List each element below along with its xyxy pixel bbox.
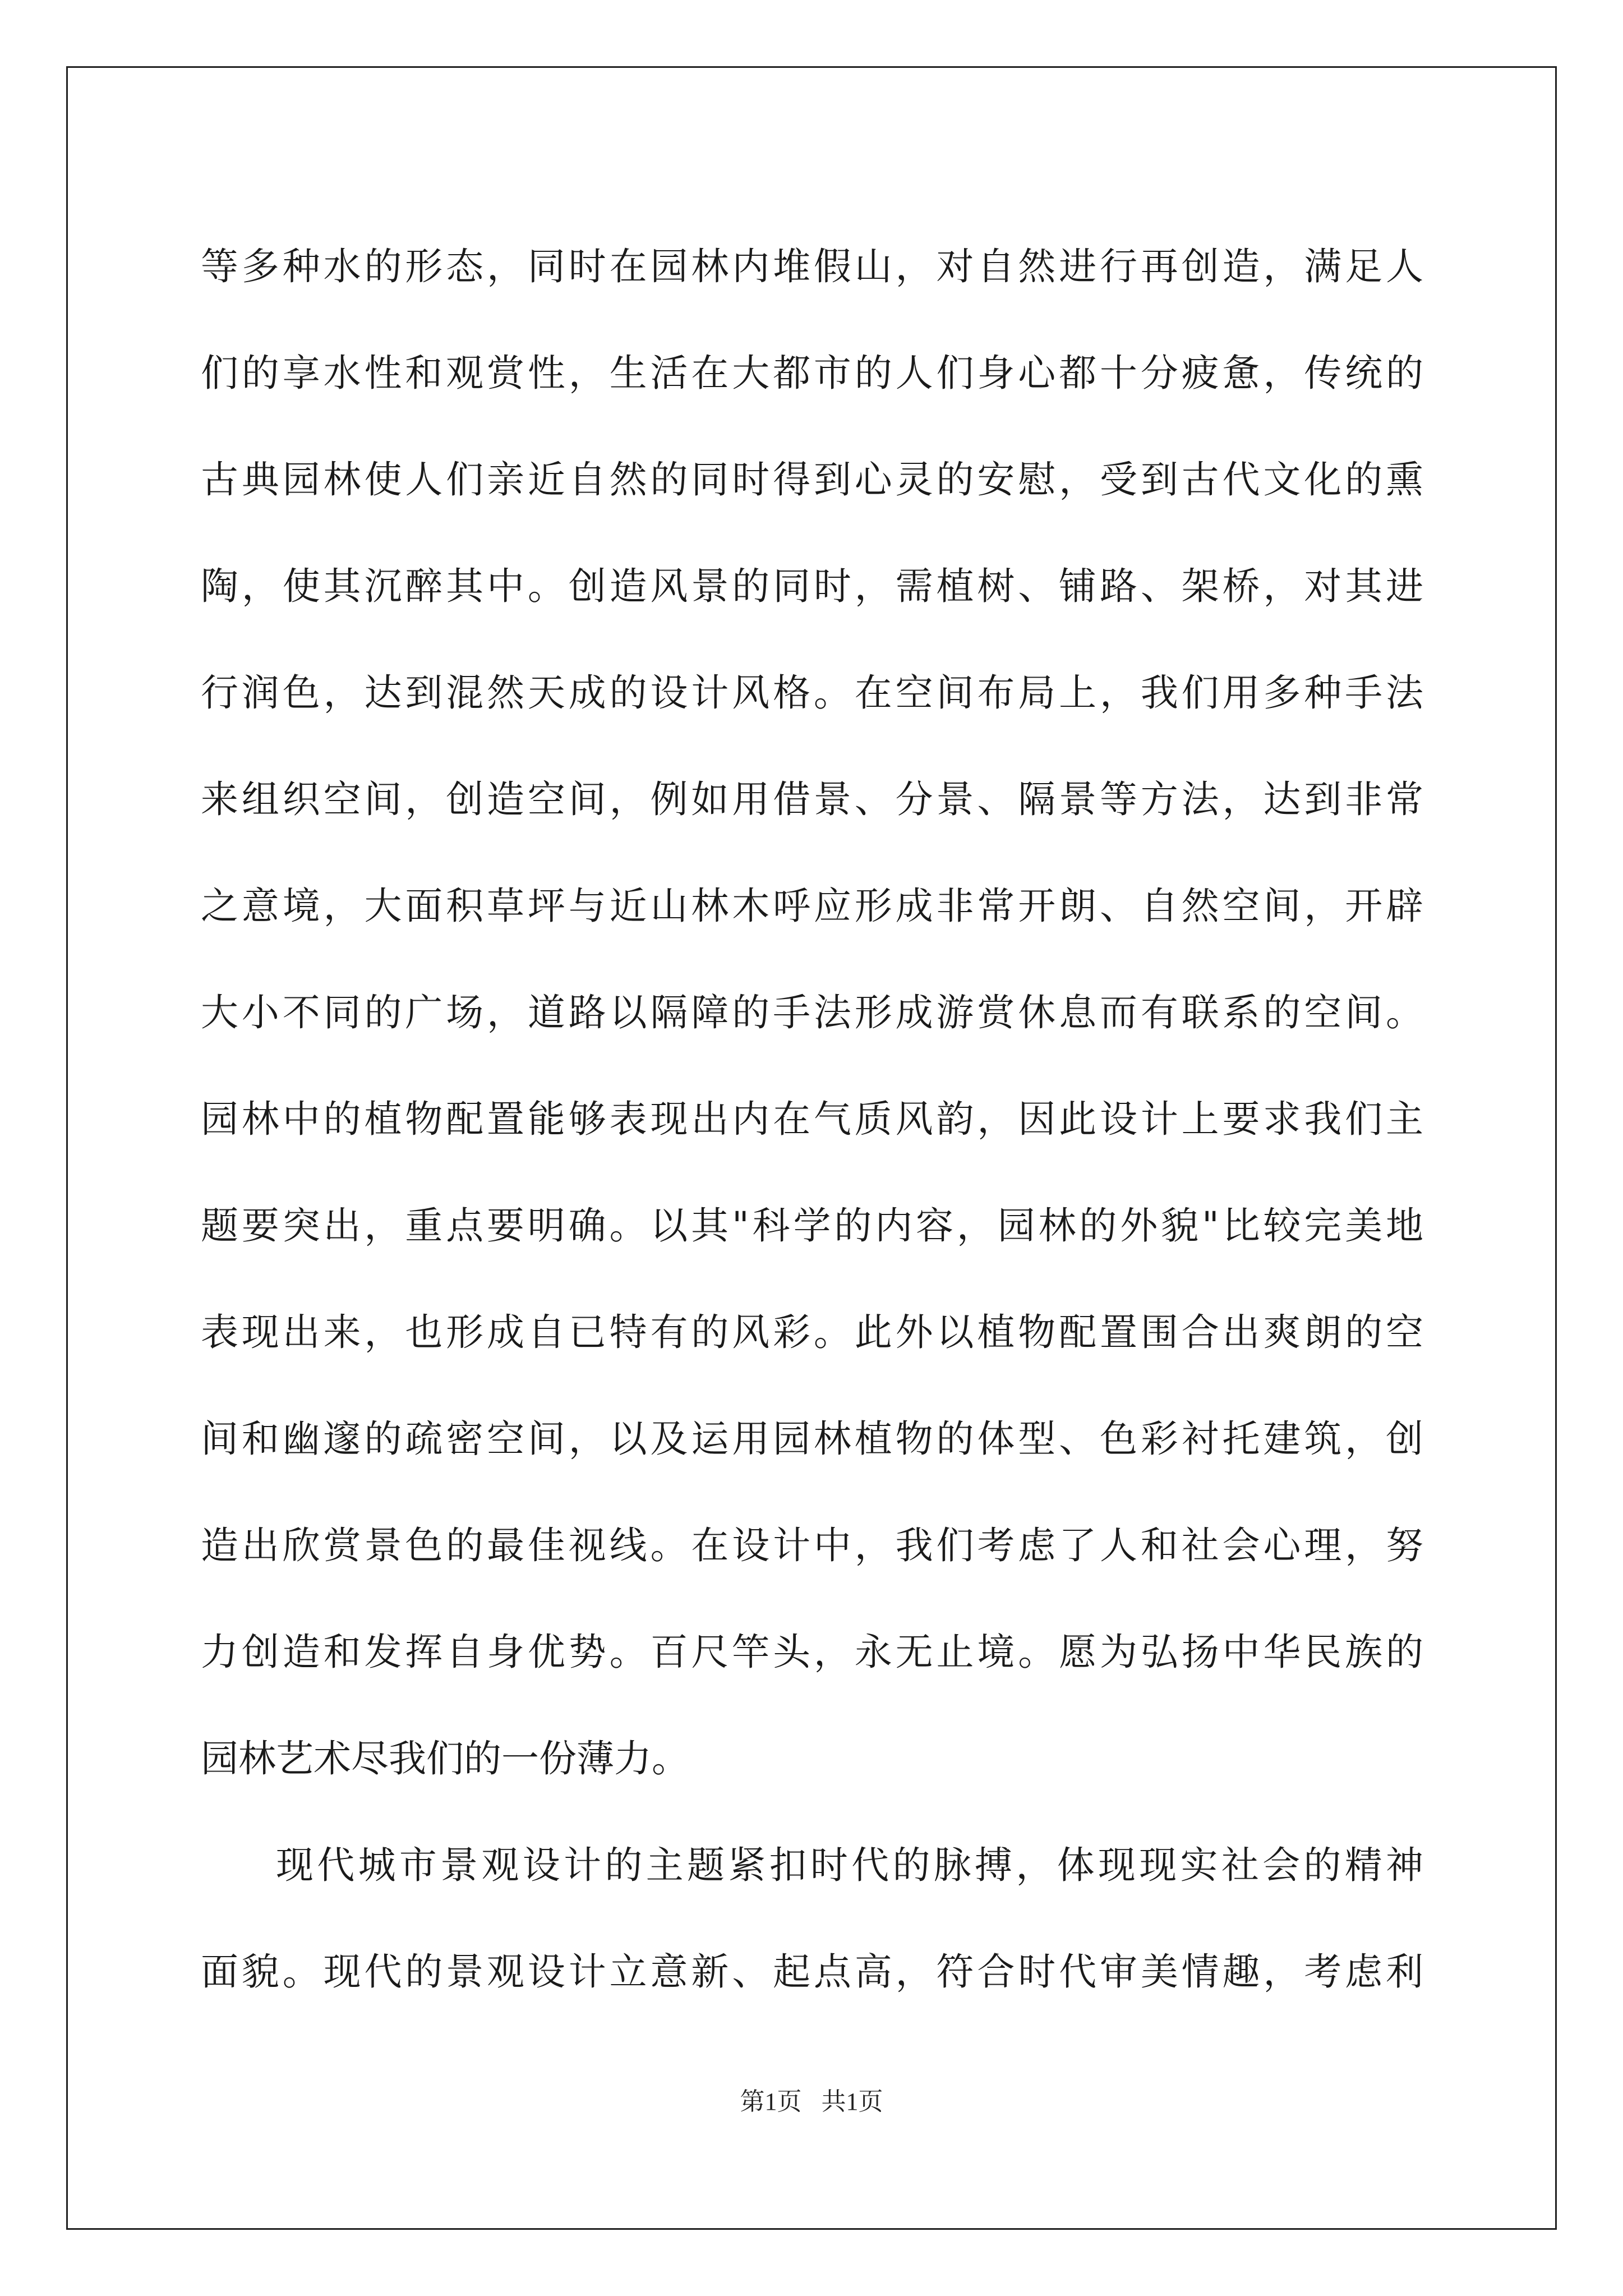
text-line: 题要突出，重点要明确。以其"科学的内容，园林的外貌"比较完美地	[201, 1204, 1423, 1248]
text-line: 现代城市景观设计的主题紧扣时代的脉搏，体现现实社会的精神	[276, 1843, 1423, 1887]
text-line: 大小不同的广场，道路以隔障的手法形成游赏休息而有联系的空间。	[201, 991, 1423, 1034]
text-line: 表现出来，也形成自已特有的风彩。此外以植物配置围合出爽朗的空	[201, 1310, 1423, 1354]
text-line: 们的享水性和观赏性，生活在大都市的人们身心都十分疲惫，传统的	[201, 351, 1423, 395]
document-body	[201, 213, 1423, 2025]
page-number: 第1页	[740, 2088, 802, 2115]
page-footer	[0, 2081, 1623, 2117]
text-line: 陶，使其沉醉其中。创造风景的同时，需植树、铺路、架桥，对其进	[201, 564, 1423, 608]
text-line: 之意境，大面积草坪与近山林木呼应形成非常开朗、自然空间，开辟	[201, 884, 1423, 928]
text-line: 行润色，达到混然天成的设计风格。在空间布局上，我们用多种手法	[201, 671, 1423, 715]
text-line: 力创造和发挥自身优势。百尺竿头，永无止境。愿为弘扬中华民族的	[201, 1630, 1423, 1674]
text-line: 间和幽邃的疏密空间，以及运用园林植物的体型、色彩衬托建筑，创	[201, 1417, 1423, 1461]
text-line: 来组织空间，创造空间，例如用借景、分景、隔景等方法，达到非常	[201, 777, 1423, 821]
text-line: 园林艺术尽我们的一份薄力。	[201, 1737, 689, 1780]
text-line: 古典园林使人们亲近自然的同时得到心灵的安慰，受到古代文化的熏	[201, 458, 1423, 501]
page-total: 共1页	[821, 2088, 883, 2115]
text-line: 园林中的植物配置能够表现出内在气质风韵，因此设计上要求我们主	[201, 1097, 1423, 1141]
text-line: 造出欣赏景色的最佳视线。在设计中，我们考虑了人和社会心理，努	[201, 1524, 1423, 1567]
text-line: 等多种水的形态，同时在园林内堆假山，对自然进行再创造，满足人	[201, 245, 1423, 288]
text-line: 面貌。现代的景观设计立意新、起点高，符合时代审美情趣，考虑利	[201, 1950, 1423, 1994]
